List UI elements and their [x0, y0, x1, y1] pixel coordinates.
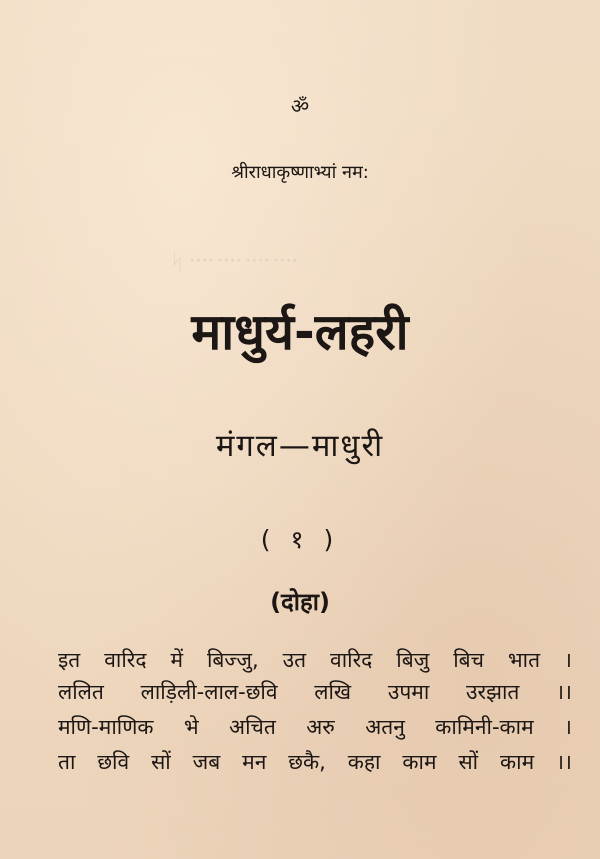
show-through-text: ᛋ᠁᠁᠁᠁: [170, 248, 297, 276]
verse-line: इत वारिद में बिज्जु, उत वारिद बिजु बिच भात ।: [58, 648, 572, 672]
verse-line: मणि-माणिक भे अचित अरु अतनु कामिनी-काम ।: [58, 715, 572, 739]
verse-form-label: (दोहा): [270, 588, 330, 616]
verse-line: ता छवि सों जब मन छकै, कहा काम सों काम ।।: [58, 750, 572, 774]
verse-number: ( १ ): [260, 525, 340, 554]
invocation-line: श्रीराधाकृष्णाभ्यां नम:: [231, 162, 369, 183]
om-symbol: ॐ: [290, 94, 310, 118]
section-subtitle: मंगल—माधुरी: [215, 428, 385, 464]
verse-line: ललित लाड़िली-लाल-छवि लखि उपमा उरझात ।।: [58, 680, 572, 704]
page-title: माधुर्य-लहरी: [191, 303, 409, 361]
